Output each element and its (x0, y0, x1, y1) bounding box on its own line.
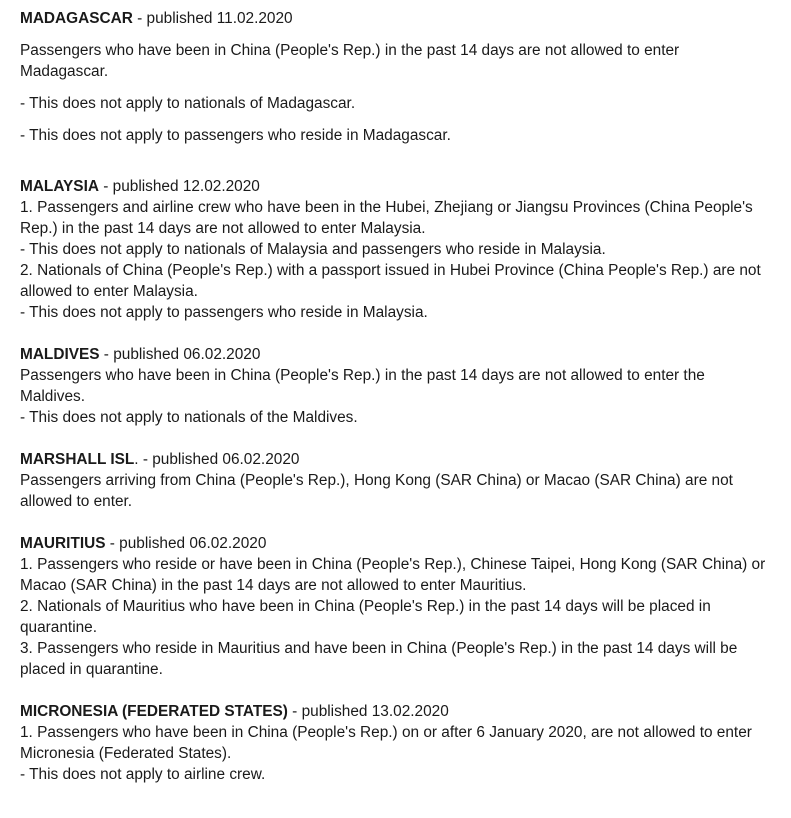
advisory-line: Passengers who have been in China (People's Rep.) in the past 14 days are not allowed to enter Madagascar. (20, 42, 680, 80)
spacer (20, 146, 771, 176)
published-date: - published 06.02.2020 (105, 535, 267, 552)
advisory-line: - This does not apply to airline crew. (20, 766, 266, 783)
country-header (20, 8, 771, 29)
spacer (20, 512, 771, 533)
country-header (20, 701, 771, 722)
advisory-line: Passengers who have been in China (People's Rep.) in the past 14 days are not allowed to enter the Maldives. (20, 367, 705, 405)
country-name: MADAGASCAR (20, 10, 133, 27)
advisory-line: 1. Passengers who have been in China (People's Rep.) on or after 6 January 2020, are not allowed to enter Micronesia (Federated States). (20, 724, 752, 762)
country-block-marshall-isl (20, 449, 771, 512)
spacer (20, 428, 771, 449)
country-block-madagascar (20, 8, 771, 146)
published-date: - published 11.02.2020 (132, 10, 293, 27)
advisory-line: 1. Passengers and airline crew who have been in the Hubei, Zhejiang or Jiangsu Provinces (China People's Rep.) in the past 14 days are not allowed to enter Malaysia. (20, 199, 753, 237)
country-block-malaysia (20, 176, 771, 323)
published-date: - published 13.02.2020 (287, 703, 449, 720)
advisory-line: - This does not apply to passengers who reside in Madagascar. (20, 127, 451, 144)
advisory-line: - This does not apply to nationals of Madagascar. (20, 95, 356, 112)
advisory-line: Passengers arriving from China (People's Rep.), Hong Kong (SAR China) or Macao (SAR China) are not allowed to enter. (20, 472, 733, 510)
advisory-line: - This does not apply to nationals of the Maldives. (20, 409, 358, 426)
country-name: MARSHALL ISL (20, 451, 135, 468)
published-date: . - published 06.02.2020 (134, 451, 300, 468)
country-block-maldives (20, 344, 771, 428)
advisory-line: - This does not apply to nationals of Malaysia and passengers who reside in Malaysia. (20, 241, 606, 258)
country-name: MICRONESIA (FEDERATED STATES) (20, 703, 288, 720)
country-header (20, 449, 771, 470)
country-block-micronesia (20, 701, 771, 785)
advisory-line: 3. Passengers who reside in Mauritius and have been in China (People's Rep.) in the past 14 days will be placed in quarantine. (20, 640, 738, 678)
country-name: MALAYSIA (20, 178, 99, 195)
advisory-line: 2. Nationals of Mauritius who have been in China (People's Rep.) in the past 14 days will be placed in quarantine. (20, 598, 711, 636)
advisory-line: - This does not apply to passengers who reside in Malaysia. (20, 304, 428, 321)
country-name: MALDIVES (20, 346, 100, 363)
spacer (20, 680, 771, 701)
published-date: - published 06.02.2020 (99, 346, 261, 363)
country-block-mauritius (20, 533, 771, 680)
country-header (20, 344, 771, 365)
country-header (20, 176, 771, 197)
published-date: - published 12.02.2020 (98, 178, 260, 195)
country-name: MAURITIUS (20, 535, 106, 552)
advisory-line: 1. Passengers who reside or have been in China (People's Rep.), Chinese Taipei, Hong Kong (SAR China) or Macao (SAR China) in the past 14 days are not allowed to enter Mauritius. (20, 556, 766, 594)
advisory-line: 2. Nationals of China (People's Rep.) with a passport issued in Hubei Province (China People's Rep.) are not allowed to enter Malaysia. (20, 262, 761, 300)
country-header (20, 533, 771, 554)
spacer (20, 323, 771, 344)
